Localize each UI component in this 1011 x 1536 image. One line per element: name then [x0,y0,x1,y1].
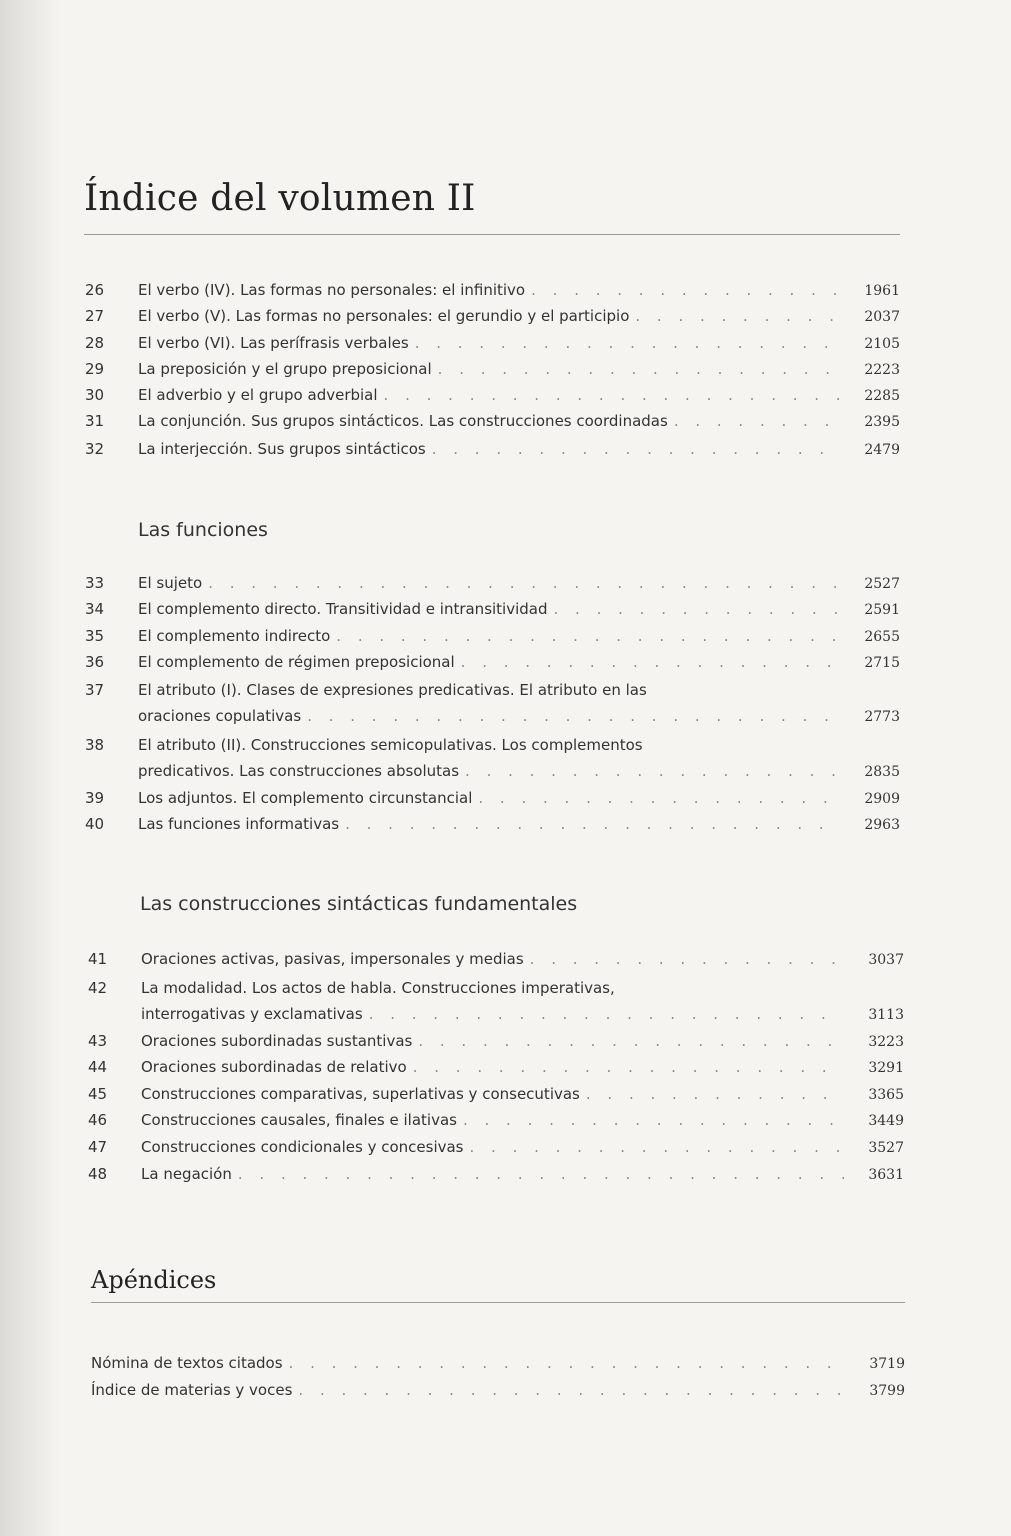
dot-leader [208,574,840,592]
toc-entry[interactable] [85,281,900,299]
toc-entry[interactable] [88,1111,904,1129]
toc-entry-appendix[interactable] [91,1381,905,1399]
chapter-title-line1: El atributo (I). Clases de expresiones predicativas. El atributo en las [138,681,647,699]
toc-entry[interactable] [85,627,900,645]
chapter-number: 31 [85,412,105,430]
dot-leader [438,360,840,378]
chapter-title: El complemento indirecto [138,627,331,645]
toc-entry[interactable] [85,789,900,807]
chapter-title: Construcciones causales, finales e ilativas [141,1111,457,1129]
chapter-number: 37 [85,681,105,699]
toc-entry[interactable] [138,762,900,780]
dot-leader [413,1058,844,1076]
chapter-number: 32 [85,440,105,458]
chapter-title: interrogativas y exclamativas [141,1005,363,1023]
page-number: 2715 [864,655,900,671]
page-number: 2773 [864,709,900,725]
page-number: 3291 [868,1060,904,1076]
toc-entry[interactable] [85,440,900,458]
page-number: 2037 [864,309,900,325]
page-number: 3527 [868,1140,904,1156]
page-number: 3799 [869,1383,905,1399]
chapter-title: Oraciones subordinadas de relativo [141,1058,407,1076]
chapter-title: Las funciones informativas [138,815,340,833]
dot-leader [345,815,840,833]
chapter-number: 26 [85,281,105,299]
toc-entry-line1[interactable] [85,736,643,754]
toc-entry[interactable] [88,1085,904,1103]
toc-entry-line1[interactable] [85,681,647,699]
dot-leader [554,600,840,618]
page-number: 2479 [864,442,900,458]
chapter-number: 27 [85,307,105,325]
page-number: 3631 [868,1167,904,1183]
toc-entry[interactable] [88,1165,904,1183]
page-number: 3223 [868,1034,904,1050]
page-number: 3037 [868,952,904,968]
chapter-number: 48 [88,1165,108,1183]
dot-leader [586,1085,844,1103]
chapter-number: 29 [85,360,105,378]
page-number: 2591 [864,602,900,618]
chapter-title: La interjección. Sus grupos sintácticos [138,440,426,458]
dot-leader [238,1165,844,1183]
section-heading-construcciones: Las construcciones sintácticas fundamentales [140,893,578,915]
appendix-title: Nómina de textos citados [91,1354,283,1372]
chapter-number: 36 [85,653,105,671]
toc-entry[interactable] [88,1058,904,1076]
toc-entry[interactable] [141,1005,904,1023]
toc-entry[interactable] [85,386,900,404]
dot-leader [478,789,840,807]
chapter-number: 34 [85,600,105,618]
page-number: 2527 [864,576,900,592]
page-number: 3365 [868,1087,904,1103]
dot-leader [461,653,840,671]
chapter-number: 39 [85,789,105,807]
chapter-title: El complemento de régimen preposicional [138,653,455,671]
toc-entry[interactable] [85,334,900,352]
dot-leader [418,1032,844,1050]
appendices-title: Apéndices [91,1266,217,1294]
appendix-title: Índice de materias y voces [91,1381,293,1399]
toc-entry[interactable] [85,307,900,325]
toc-entry[interactable] [88,1138,904,1156]
toc-entry[interactable] [85,574,900,592]
chapter-number: 41 [88,950,108,968]
dot-leader [289,1354,845,1372]
chapter-title: Construcciones comparativas, superlativas y consecutivas [141,1085,580,1103]
chapter-title: El adverbio y el grupo adverbial [138,386,378,404]
chapter-title: Oraciones subordinadas sustantivas [141,1032,413,1050]
chapter-title: La preposición y el grupo preposicional [138,360,432,378]
dot-leader [674,412,840,430]
dot-leader [465,762,840,780]
dot-leader [336,627,840,645]
chapter-number: 40 [85,815,105,833]
page-number: 2909 [864,791,900,807]
toc-entry[interactable] [88,1032,904,1050]
page-number: 2395 [864,414,900,430]
chapter-title: Oraciones activas, pasivas, impersonales y medias [141,950,524,968]
chapter-title: La conjunción. Sus grupos sintácticos. Las construcciones coordinadas [138,412,668,430]
chapter-number: 38 [85,736,105,754]
page-number: 2835 [864,764,900,780]
page-title: Índice del volumen II [84,178,476,219]
title-rule [84,234,900,235]
chapter-number: 35 [85,627,105,645]
chapter-number: 28 [85,334,105,352]
chapter-title: Los adjuntos. El complemento circunstancial [138,789,473,807]
page-number: 2105 [864,336,900,352]
dot-leader [531,281,840,299]
dot-leader [470,1138,845,1156]
toc-entry-line1[interactable] [88,979,615,997]
dot-leader [307,707,840,725]
chapter-title: El verbo (VI). Las perífrasis verbales [138,334,409,352]
dot-leader [415,334,840,352]
page-number: 1961 [864,283,900,299]
page-number: 2285 [864,388,900,404]
chapter-title: El sujeto [138,574,203,592]
chapter-title: El verbo (V). Las formas no personales: el gerundio y el participio [138,307,630,325]
chapter-title-line1: La modalidad. Los actos de habla. Construcciones imperativas, [141,979,615,997]
appendices-rule [91,1302,905,1303]
chapter-number: 46 [88,1111,108,1129]
page-edge-shadow [0,0,60,1536]
dot-leader [384,386,840,404]
chapter-title: El verbo (IV). Las formas no personales: el infinitivo [138,281,526,299]
chapter-title: predicativos. Las construcciones absolutas [138,762,460,780]
chapter-title: oraciones copulativas [138,707,302,725]
toc-entry[interactable] [88,950,904,968]
chapter-number: 42 [88,979,108,997]
toc-entry-appendix[interactable] [91,1354,905,1372]
chapter-title: La negación [141,1165,232,1183]
toc-entry[interactable] [85,600,900,618]
chapter-number: 33 [85,574,105,592]
page-number: 3719 [869,1356,905,1372]
chapter-title-line1: El atributo (II). Construcciones semicopulativas. Los complementos [138,736,643,754]
page-number: 2223 [864,362,900,378]
toc-entry[interactable] [85,360,900,378]
page-number: 2655 [864,629,900,645]
dot-leader [432,440,840,458]
chapter-number: 30 [85,386,105,404]
dot-leader [463,1111,844,1129]
dot-leader [298,1381,845,1399]
toc-entry[interactable] [85,815,900,833]
dot-leader [369,1005,844,1023]
toc-entry[interactable] [85,412,900,430]
chapter-title: El complemento directo. Transitividad e intransitividad [138,600,548,618]
dot-leader [635,307,840,325]
toc-entry[interactable] [138,707,900,725]
chapter-number: 45 [88,1085,108,1103]
chapter-number: 44 [88,1058,108,1076]
toc-entry[interactable] [85,653,900,671]
section-heading-funciones: Las funciones [138,519,268,541]
chapter-number: 47 [88,1138,108,1156]
chapter-title: Construcciones condicionales y concesivas [141,1138,464,1156]
dot-leader [530,950,844,968]
page-number: 3449 [868,1113,904,1129]
page-number: 3113 [868,1007,904,1023]
page-number: 2963 [864,817,900,833]
chapter-number: 43 [88,1032,108,1050]
